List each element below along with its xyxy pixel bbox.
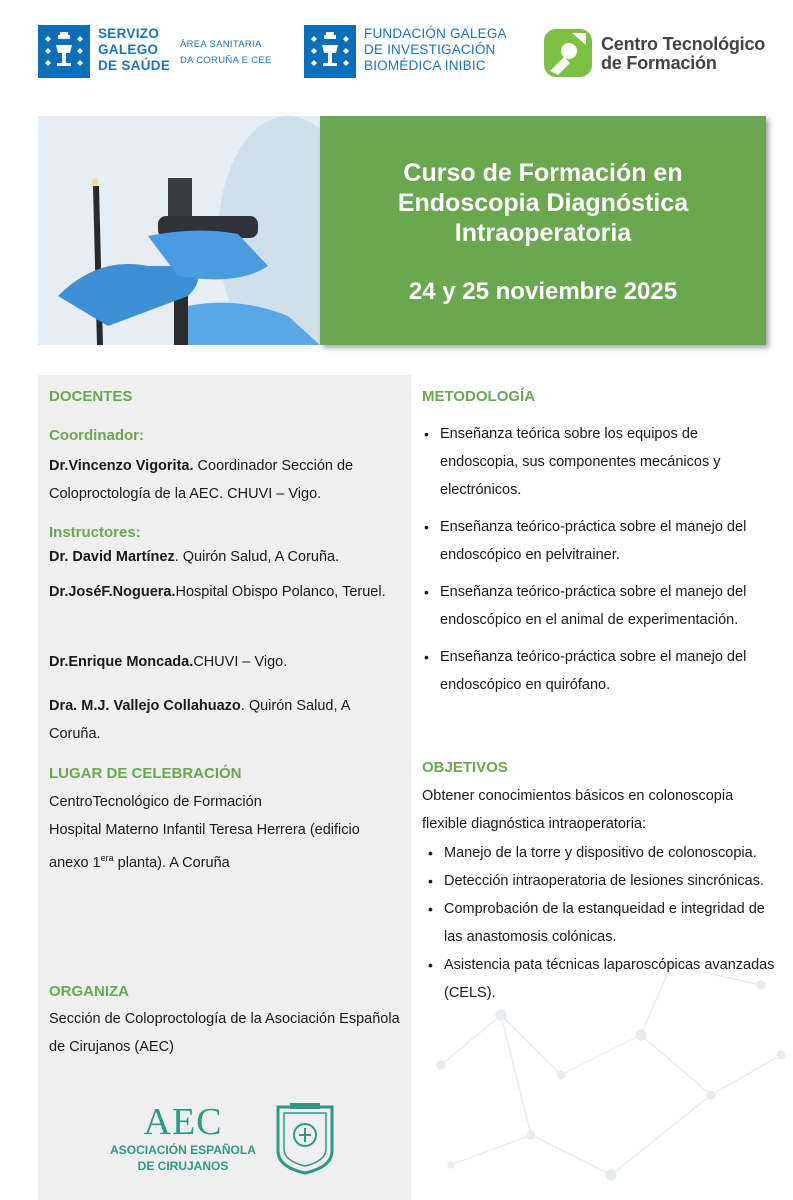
right-column: [411, 375, 793, 1200]
ctf-logo: [542, 27, 772, 79]
coordinator-name: Dr.Vincenzo Vigorita.: [49, 458, 194, 474]
instructor-name: Dr.JoséF.Noguera.: [49, 584, 176, 600]
sergas-logo: [38, 25, 278, 81]
instructor-name: Dr.Enrique Moncada.: [49, 654, 194, 670]
course-title: Curso de Formación en Endoscopia Diagnóstica Intraoperatoria: [397, 159, 689, 247]
instructor-entry: [49, 692, 401, 748]
lugar-address-end: planta). A Coruña: [113, 854, 230, 871]
list-item: • Enseñanza teórico-práctica sobre el manejo del endoscópico en pelvitrainer.: [422, 513, 772, 569]
objetivos-intro: Obtener conocimientos básicos en colonoscopia flexible diagnóstica intraoperatoria:: [422, 788, 734, 832]
ctf-name: Centro Tecnológico de Formación: [601, 34, 766, 73]
instructor-name: Dra. M.J. Vallejo Collahuazo: [49, 698, 241, 714]
galicia-shield-icon: [38, 25, 90, 78]
instructor-entry: [49, 648, 401, 676]
instructors-heading: Instructores:: [49, 524, 141, 541]
instructor-desc: CHUVI – Vigo.: [193, 654, 288, 670]
hero-title-panel: [320, 116, 766, 345]
coordinator-heading: Coordinador:: [49, 427, 144, 444]
aec-acronym: AEC: [143, 1101, 223, 1143]
endoscope-photo: [38, 116, 320, 345]
aec-name-line: ASOCIACIÓN ESPAÑOLA: [110, 1143, 256, 1157]
metodologia-heading: METODOLOGÍA: [422, 388, 536, 405]
list-item: • Enseñanza teórico-práctica sobre el manejo del endoscópico en quirófano.: [422, 643, 772, 699]
instructor-name: Dr. David Martínez: [49, 549, 175, 565]
list-item: • Asistencia pata técnicas laparoscópicas avanzadas (CELS).: [426, 951, 776, 1007]
lugar-venue: CentroTecnológico de Formación: [49, 794, 262, 810]
docentes-heading: DOCENTES: [49, 388, 133, 405]
left-column: [38, 375, 411, 1200]
lugar-address: [49, 816, 401, 877]
galicia-shield-icon: [304, 25, 356, 78]
organiza-heading: ORGANIZA: [49, 983, 129, 1000]
aec-logo: [108, 1102, 258, 1172]
list-item: • Enseñanza teórica sobre los equipos de endoscopia, sus componentes mecánicos y electrónicos.: [422, 420, 772, 504]
lugar-heading: LUGAR DE CELEBRACIÓN: [49, 765, 242, 782]
lugar-address-text: Hospital Materno Infantil Teresa Herrera (edificio anexo 1: [49, 822, 360, 871]
coordinator-entry: [49, 452, 401, 508]
inibic-logo: [304, 25, 524, 81]
metodologia-list: [422, 420, 772, 699]
instructor-entry: [49, 578, 401, 606]
aec-seal-icon: [270, 1101, 340, 1176]
coordinator-desc: Coordinador Sección de Coloproctología de la AEC. CHUVI – Vigo.: [49, 458, 354, 502]
list-item: • Enseñanza teórico-práctica sobre el manejo del endoscópico en el animal de experimentación.: [422, 578, 772, 634]
sergas-area-name: ÁREA SANITARIA DA CORUÑA E CEE: [180, 39, 272, 66]
ctf-mark-icon: [542, 27, 594, 79]
instructor-desc: . Quirón Salud, A Coruña.: [49, 698, 350, 742]
instructor-desc: Hospital Obispo Polanco, Teruel.: [175, 584, 386, 600]
list-item: • Detección intraoperatoria de lesiones sincrónicas.: [426, 867, 776, 895]
aec-name-line: DE CIRUJANOS: [137, 1159, 229, 1173]
inibic-name: FUNDACIÓN GALEGA DE INVESTIGACIÓN BIOMÉDICA INIBIC: [364, 26, 507, 73]
list-item: • Manejo de la torre y dispositivo de colonoscopia.: [426, 839, 776, 867]
objetivos-list: [426, 839, 776, 1007]
sergas-name: SERVIZO GALEGO DE SAÚDE: [98, 26, 171, 73]
instructor-entry: [49, 543, 401, 571]
organiza-text: Sección de Coloproctología de la Asociación Española de Cirujanos (AEC): [49, 1011, 400, 1055]
hero-banner: [38, 116, 766, 345]
course-date: 24 y 25 noviembre 2025: [408, 278, 678, 305]
list-item: • Comprobación de la estanqueidad e integridad de las anastomosis colónicas.: [426, 895, 776, 951]
lugar-address-sup: era: [100, 853, 114, 863]
instructor-desc: . Quirón Salud, A Coruña.: [174, 549, 340, 565]
objetivos-heading: OBJETIVOS: [422, 759, 508, 776]
